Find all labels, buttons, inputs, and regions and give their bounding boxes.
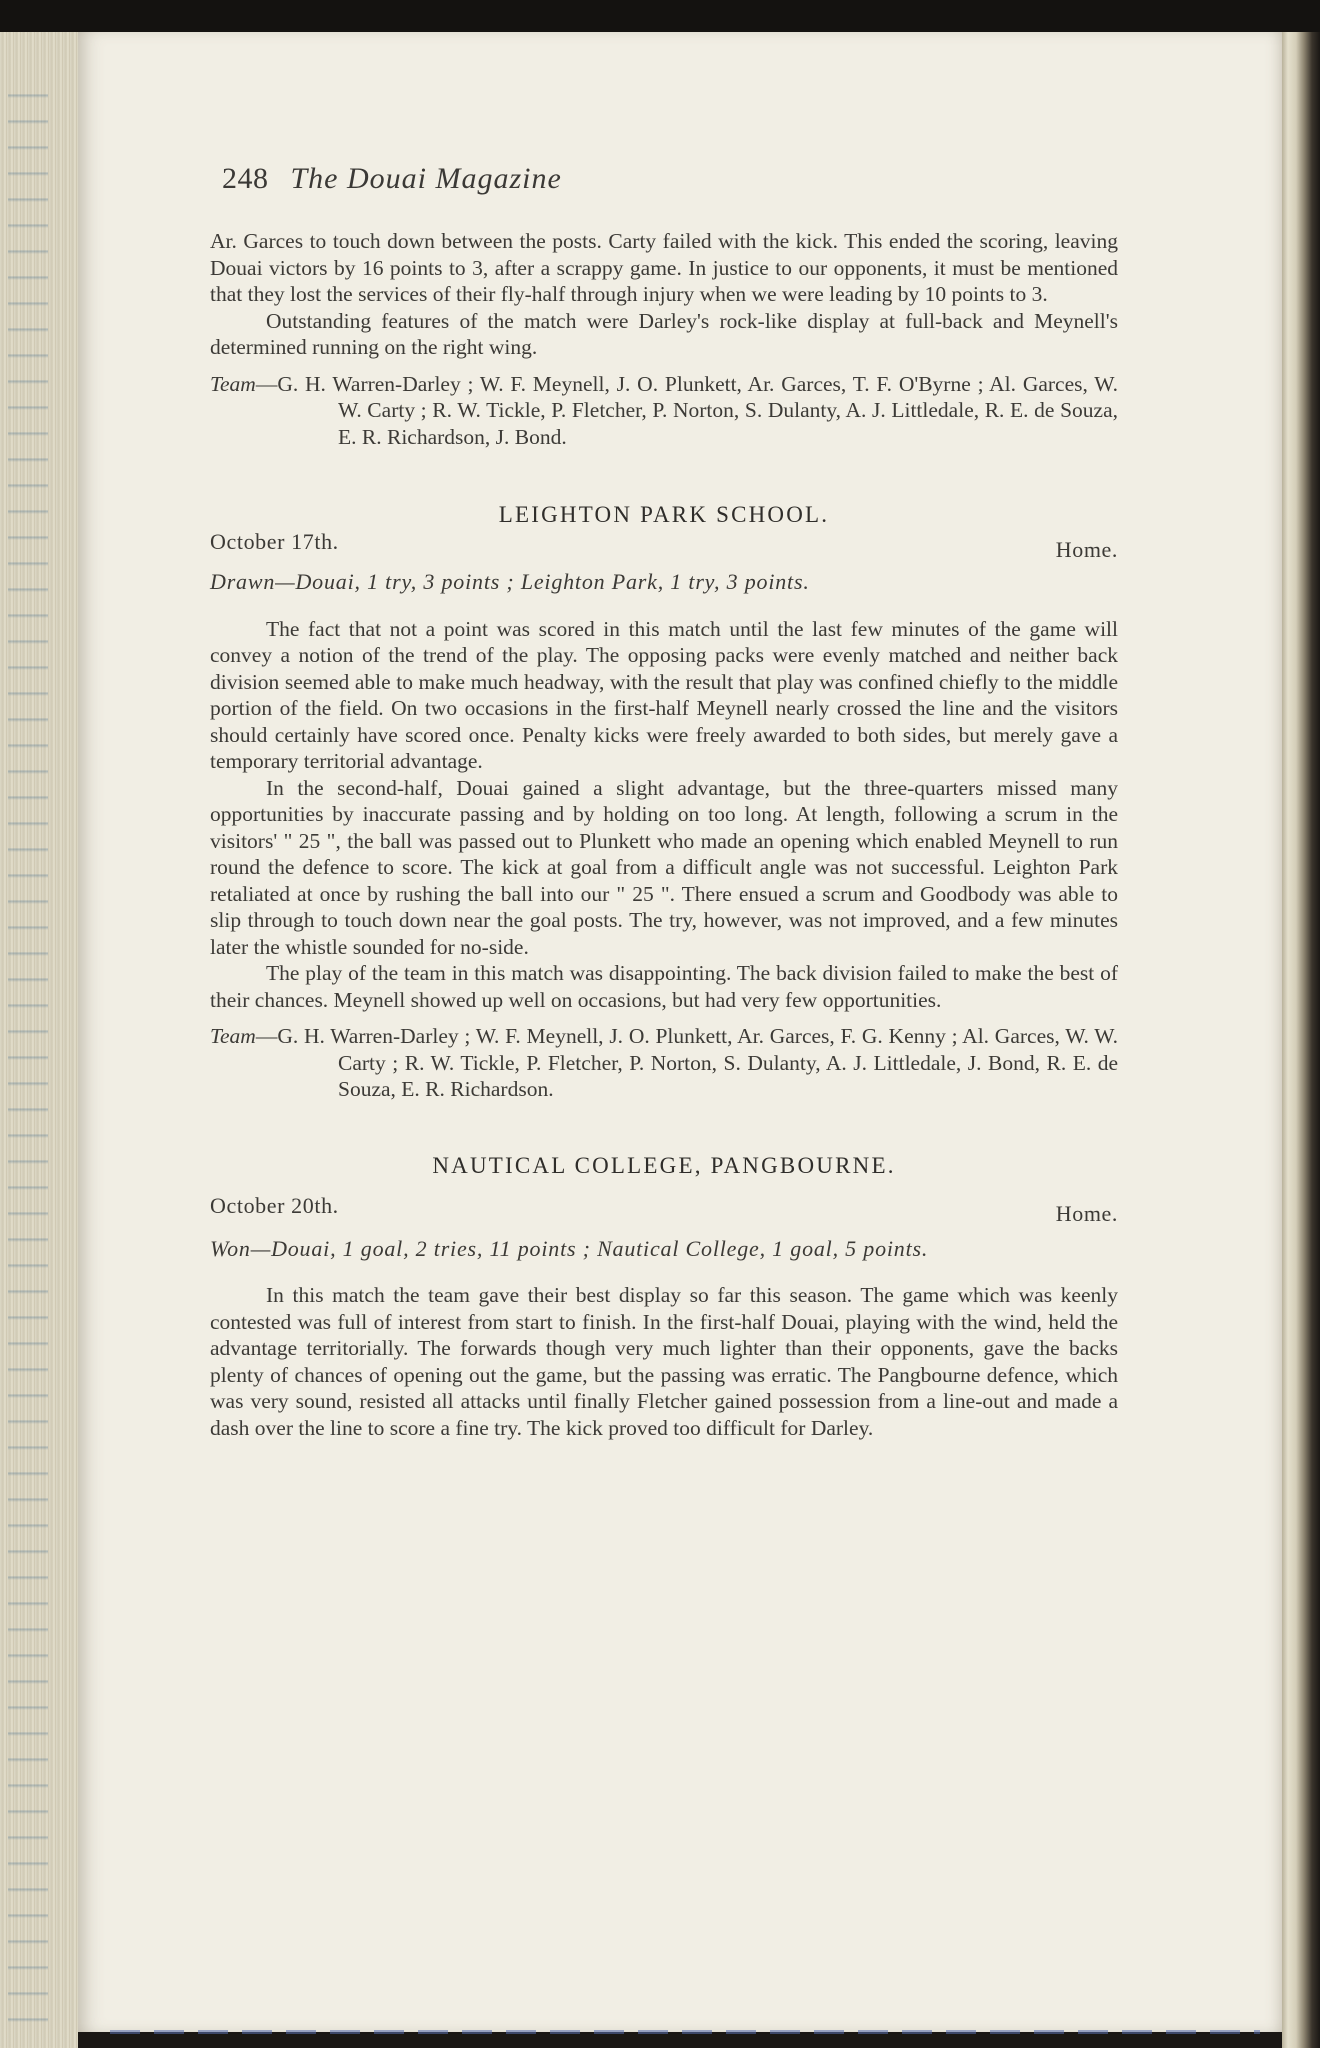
running-header: [222, 162, 562, 196]
magazine-title: The Douai Magazine: [290, 162, 562, 195]
leighton-paragraph-2: In the second-half, Douai gained a slight advantage, but the three-quarters missed many opportunities by inaccurate passing and by holding on too long. At length, following a scrum in the visitors' " 25 ", the ball was passed out to Plunkett who made an opening which enabled Meynell to run round the defence to score. The kick at goal from a difficult angle was not successful. Leighton Park retaliated at once by rushing the ball into our " 25 ". There ensued a scrum and Goodbody was able to slip through to touch down near the goal posts. The try, however, was not improved, and a few minutes later the whistle sounded for no-side.: [210, 775, 1118, 959]
nautical-heading: NAUTICAL COLLEGE, PANGBOURNE.: [432, 1152, 896, 1178]
leighton-dateline: [210, 528, 1118, 562]
scan-bottom-rule: [110, 2030, 1260, 2034]
opening-team: [210, 371, 1118, 451]
scan-border: [0, 0, 1320, 32]
article-body: [210, 228, 1118, 1441]
leighton-heading: LEIGHTON PARK SCHOOL.: [498, 502, 830, 527]
nautical-dateline: [210, 1193, 1118, 1226]
page-number: 248: [222, 162, 269, 195]
leighton-paragraph-3: The play of the team in this match was disappointing. The back division failed to make the best of their chances. Meynell showed up well on occasions, but had very few opportunities.: [210, 961, 1118, 1012]
match-venue: Home.: [1055, 536, 1118, 562]
leighton-team: [210, 1023, 1118, 1103]
nautical-result: Won—Douai, 1 goal, 2 tries, 11 points ; Nautical College, 1 goal, 5 points.: [210, 1235, 929, 1261]
opening-paragraph-2: Outstanding features of the match were Darley's rock-like display at full-back and Meynell's determined running on the right wing.: [210, 308, 1118, 359]
match-date: October 17th.: [210, 528, 339, 554]
leighton-result: Drawn—Douai, 1 try, 3 points ; Leighton Park, 1 try, 3 points.: [210, 569, 810, 594]
opening-paragraph-1: Ar. Garces to touch down between the posts. Carty failed with the kick. This ended the scoring, leaving Douai victors by 16 points to 3, after a scrappy game. In justice to our opponents, it must be mentioned that they lost the services of their fly-half through injury when we were leading by 10 points to 3.: [210, 229, 1118, 306]
team-label: Team: [210, 1024, 256, 1048]
page-edges-left: [0, 32, 78, 2048]
team-list: —G. H. Warren-Darley ; W. F. Meynell, J. O. Plunkett, Ar. Garces, F. G. Kenny ; Al. Garces, W. W. Carty ; R. W. Tickle, P. Fletcher, P. Norton, S. Dulanty, A. J. Littledale, J. Bond, R. E. de Souza, E. R. Richardson.: [255, 1024, 1118, 1101]
nautical-paragraph-1: In this match the team gave their best display so far this season. The game which was keenly contested was full of interest from start to finish. In the first-half Douai, playing with the wind, held the advantage territorially. The forwards though very much lighter than their opponents, gave the backs plenty of chances of opening out the game, but the passing was erratic. The Pangbourne defence, which was very sound, resisted all attacks until finally Fletcher gained possession from a line-out and made a dash over the line to score a fine try. The kick proved too difficult for Darley.: [210, 1283, 1118, 1440]
team-list: —G. H. Warren-Darley ; W. F. Meynell, J. O. Plunkett, Ar. Garces, T. F. O'Byrne ; Al. Garces, W. W. Carty ; R. W. Tickle, P. Fletcher, P. Norton, S. Dulanty, A. J. Littledale, R. E. de Souza, E. R. Richardson, J. Bond.: [255, 371, 1118, 449]
page-edges-right: [1282, 32, 1320, 2048]
match-date: October 20th.: [210, 1193, 339, 1218]
team-label: Team: [210, 371, 256, 396]
match-venue: Home.: [1055, 1201, 1118, 1226]
leighton-paragraph-1: The fact that not a point was scored in this match until the last few minutes of the game will convey a notion of the trend of the play. The opposing packs were evenly matched and neither back division seemed able to make much headway, with the result that play was confined chiefly to the middle portion of the field. On two occasions in the first-half Meynell nearly crossed the line and the visitors should certainly have scored once. Penalty kicks were freely awarded to both sides, but merely gave a temporary territorial advantage.: [210, 616, 1118, 773]
